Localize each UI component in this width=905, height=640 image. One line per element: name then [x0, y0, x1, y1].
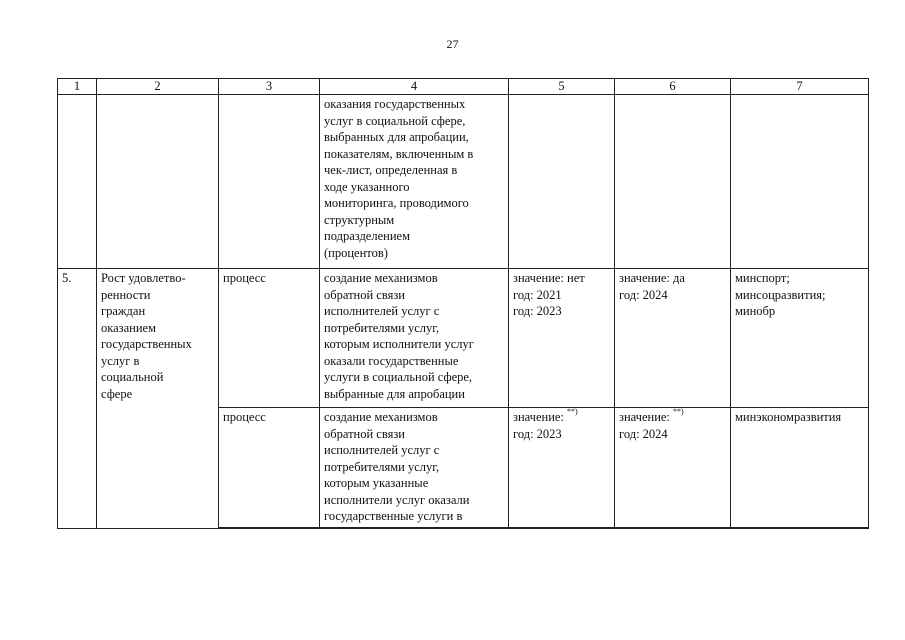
base-value: значение: нет [513, 271, 585, 285]
indicator-type: процесс [219, 408, 320, 529]
column-number: 6 [615, 79, 731, 95]
responsible-cell: минспорт; минсоцразвития; минобр [731, 269, 869, 408]
column-number: 1 [58, 79, 97, 95]
column-number: 5 [509, 79, 615, 95]
table-cell [615, 95, 731, 269]
footnote-mark: **) [567, 407, 578, 416]
target-value-cell [615, 408, 731, 529]
base-value-cell [509, 408, 615, 529]
table-row [58, 269, 869, 408]
column-number: 3 [219, 79, 320, 95]
table-cell [219, 95, 320, 269]
indicator-description: создание механизмов обратной связи исполнителей услуг с потребителями услуг, которым исполнители услуг оказали государственные услуги в социальной сфере, выбранные для апробации [320, 269, 509, 408]
table-cell [509, 95, 615, 269]
target-value-cell [615, 269, 731, 408]
footnote-mark: **) [673, 407, 684, 416]
indicator-description: создание механизмов обратной связи исполнителей услуг с потребителями услуг, которым указанные исполнители услуг оказали государственные услуги в [320, 408, 509, 529]
table-cell [97, 95, 219, 269]
base-year: год: 2021 год: 2023 [513, 287, 562, 318]
column-number: 4 [320, 79, 509, 95]
column-number-row [58, 79, 869, 95]
base-value-cell [509, 269, 615, 408]
goal-cell: Рост удовлетво- ренности граждан оказанием государственных услуг в социальной сфере [97, 269, 219, 529]
table-cell [58, 95, 97, 269]
page-number: 27 [446, 37, 459, 51]
column-number: 2 [97, 79, 219, 95]
indicator-type: процесс [219, 269, 320, 408]
table-cell [731, 95, 869, 269]
base-year: год: 2023 [513, 426, 562, 441]
responsible-cell: минэкономразвития [731, 408, 869, 529]
target-value: значение: да [619, 271, 685, 285]
target-value: значение: **) [619, 407, 684, 424]
indicators-table [57, 78, 869, 529]
table-row [58, 95, 869, 269]
row-number: 5. [58, 269, 97, 529]
target-year: год: 2024 [619, 426, 668, 441]
indicator-description-continued: оказания государственных услуг в социальной сфере, выбранных для апробации, показателям, включенным в чек-лист, определенная в ходе указанного мониторинга, проводимого структурным подразделением (процентов) [320, 95, 509, 269]
column-number: 7 [731, 79, 869, 95]
base-value: значение: **) [513, 407, 578, 424]
target-year: год: 2024 [619, 287, 668, 302]
